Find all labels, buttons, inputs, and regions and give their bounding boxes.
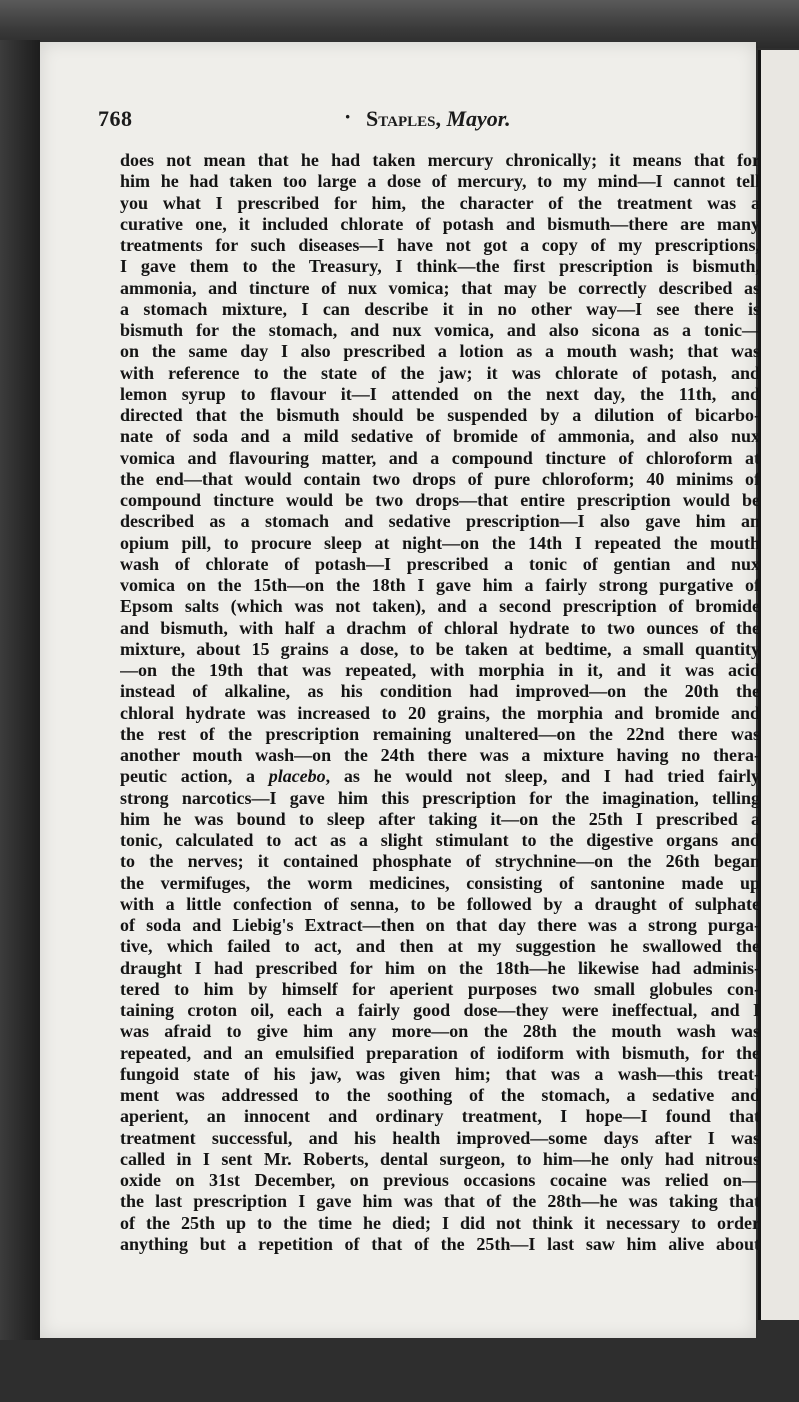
text-line: treatments for such diseases—I have not got a copy of my prescriptions, [120,235,760,255]
text-line: Epsom salts (which was not taken), and a second prescription of bromide [120,596,760,617]
text-line: vomica on the 15th—on the 18th I gave him a fairly strong purgative of [120,575,760,595]
text-line: mixture, about 15 grains a dose, to be taken at bedtime, a small quantity [120,638,760,659]
text-line: of the 25th up to the time he died; I did not think it necessary to order [120,1212,760,1233]
text-line: oxide on 31st December, on previous occasions cocaine was relied on— [120,1170,760,1190]
text-line: peutic action, a placebo, as he would not sleep, and I had tried fairly [120,766,760,787]
text-line: directed that the bismuth should be suspended by a dilution of bicarbo- [120,405,760,425]
text-line: called in I sent Mr. Roberts, dental surgeon, to him—he only had nitrous [120,1148,760,1169]
italic-word: placebo [268,766,326,787]
text-line: the vermifuges, the worm medicines, consisting of santonine made up [120,872,760,893]
text-line: tered to him by himself for aperient purposes two small globules con- [120,978,760,999]
text-line: him he had taken too large a dose of mercury, to my mind—I cannot tell [120,171,760,192]
text-line: taining croton oil, each a fairly good dose—they were ineffectual, and I [120,1000,760,1020]
text-line: does not mean that he had taken mercury chronically; it means that for [120,150,760,170]
text-line: him he was bound to sleep after taking it—on the 25th I prescribed a [120,808,760,829]
testimony-text [120,150,760,1255]
text-line: I gave them to the Treasury, I think—the first prescription is bismuth, [120,256,760,277]
top-page-edge [0,0,799,48]
page-number: 768 [98,106,133,131]
running-head-role: Mayor. [446,106,511,131]
text-line: with a little confection of senna, to be followed by a draught of sulphate [120,893,760,914]
text-line: vomica and flavouring matter, and a compound tincture of chloroform at [120,447,760,468]
text-line: aperient, an innocent and ordinary treatment, I hope—I found that [120,1106,760,1127]
text-line: repeated, and an emulsified preparation of iodiform with bismuth, for the [120,1042,760,1063]
page-header [98,100,698,140]
text-line: the rest of the prescription remaining unaltered—on the 22nd there was [120,723,760,744]
running-head-title: Staples, [366,106,441,131]
adjacent-page-edge [758,50,799,1320]
text-line: of soda and Liebig's Extract—then on that day there was a strong purga- [120,915,760,935]
text-line: to the nerves; it contained phosphate of strychnine—on the 26th began [120,851,760,872]
text-line: instead of alkaline, as his condition had improved—on the 20th the [120,681,760,702]
text-line: strong narcotics—I gave him this prescription for the imagination, telling [120,787,760,808]
text-line: described as a stomach and sedative prescription—I also gave him an [120,511,760,532]
book-spine [0,40,40,1340]
header-ornament: · [344,104,352,129]
text-line: tive, which failed to act, and then at my suggestion he swallowed the [120,936,760,957]
text-line: on the same day I also prescribed a lotion as a mouth wash; that was [120,341,760,362]
text-line: chloral hydrate was increased to 20 grains, the morphia and bromide and [120,702,760,723]
text-line: wash of chlorate of potash—I prescribed a tonic of gentian and nux [120,553,760,574]
text-line: the end—that would contain two drops of pure chloroform; 40 minims of [120,468,760,489]
text-line: compound tincture would be two drops—that entire prescription would be [120,490,760,510]
text-line: lemon syrup to flavour it—I attended on the next day, the 11th, and [120,383,760,404]
text-line: fungoid state of his jaw, was given him; that was a wash—this treat- [120,1063,760,1084]
text-line: a stomach mixture, I can describe it in no other way—I see there is [120,298,760,319]
text-line: ammonia, and tincture of nux vomica; that may be correctly described as [120,277,760,298]
text-line: another mouth wash—on the 24th there was a mixture having no thera- [120,745,760,765]
text-line: anything but a repetition of that of the 25th—I last saw him alive about [120,1233,760,1254]
text-line: bismuth for the stomach, and nux vomica, and also sicona as a tonic— [120,320,760,340]
text-line: the last prescription I gave him was that of the 28th—he was taking that [120,1191,760,1212]
running-head [366,106,511,132]
text-line: ment was addressed to the soothing of the stomach, a sedative and [120,1085,760,1105]
text-line: treatment successful, and his health improved—some days after I was [120,1127,760,1148]
text-line: you what I prescribed for him, the character of the treatment was a [120,192,760,213]
text-line: tonic, calculated to act as a slight stimulant to the digestive organs and [120,830,760,850]
text-line: curative one, it included chlorate of potash and bismuth—there are many [120,213,760,234]
text-line: with reference to the state of the jaw; it was chlorate of potash, and [120,362,760,383]
text-line: was afraid to give him any more—on the 28th the mouth wash was [120,1021,760,1042]
text-line: nate of soda and a mild sedative of bromide of ammonia, and also nux [120,426,760,447]
text-line: draught I had prescribed for him on the 18th—he likewise had adminis- [120,957,760,978]
text-line: and bismuth, with half a drachm of chloral hydrate to two ounces of the [120,617,760,638]
text-line: —on the 19th that was repeated, with morphia in it, and it was acid [120,660,760,680]
text-line: opium pill, to procure sleep at night—on the 14th I repeated the mouth [120,532,760,553]
